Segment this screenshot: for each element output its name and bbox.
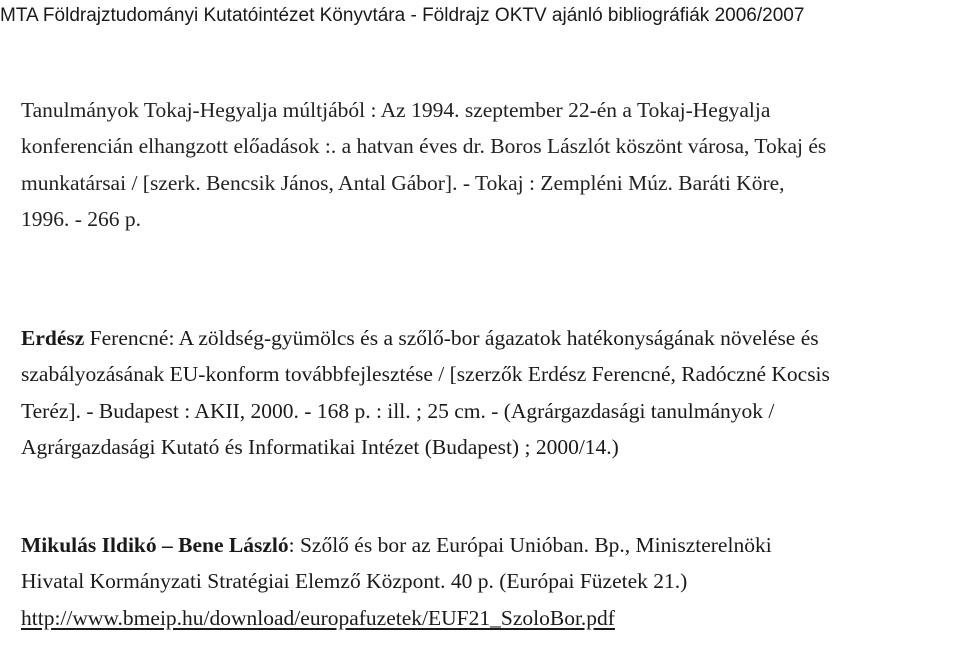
bibliography-entry-mikulas [21, 527, 946, 636]
entry-url-link[interactable]: http://www.bmeip.hu/download/europafuzetek/EUF21_SzoloBor.pdf [21, 605, 615, 630]
entry-line [21, 527, 946, 563]
bibliography-entry-erdesz [21, 320, 946, 465]
entry-title-text: Ferencné: A zöldség-gyümölcs és a szőlő-bor ágazatok hatékonyságának növelése és [84, 326, 819, 350]
entry-line [21, 600, 946, 636]
entry-line: munkatársai / [szerk. Bencsik János, Antal Gábor]. - Tokaj : Zempléni Múz. Baráti Köre, [21, 170, 785, 195]
page-header: MTA Földrajztudományi Kutatóintézet Könyvtára - Földrajz OKTV ajánló bibliográfiák 2006/2007 [0, 5, 805, 26]
entry-author: Erdész [21, 326, 85, 350]
author-separator: – [156, 533, 179, 557]
entry-line: Tanulmányok Tokaj-Hegyalja múltjából : Az 1994. szeptember 22-én a Tokaj-Hegyalja [21, 98, 771, 122]
entry-title-text: : Szőlő és bor az Európai Unióban. Bp., Miniszterelnöki [288, 533, 772, 557]
entry-line: 1996. - 266 p. [21, 206, 142, 231]
entry-author-1: Mikulás Ildikó [21, 533, 157, 557]
entry-line: konferencián elhangzott előadások :. a hatvan éves dr. Boros Lászlót köszönt városa, Tokaj és [21, 134, 827, 159]
entry-line [21, 320, 946, 356]
entry-line: Hivatal Kormányzati Stratégiai Elemző Központ. 40 p. (Európai Füzetek 21.) [21, 569, 688, 594]
entry-line: Agrárgazdasági Kutató és Informatikai Intézet (Budapest) ; 2000/14.) [21, 434, 619, 459]
bibliography-entry-tokaj [21, 92, 946, 237]
entry-line: Teréz]. - Budapest : AKII, 2000. - 168 p. : ill. ; 25 cm. - (Agrárgazdasági tanulmányok / [21, 398, 775, 423]
entry-author-2: Bene László [178, 533, 289, 557]
entry-line: szabályozásának EU-konform továbbfejlesztése / [szerzők Erdész Ferencné, Radóczné Kocsis [21, 362, 830, 387]
